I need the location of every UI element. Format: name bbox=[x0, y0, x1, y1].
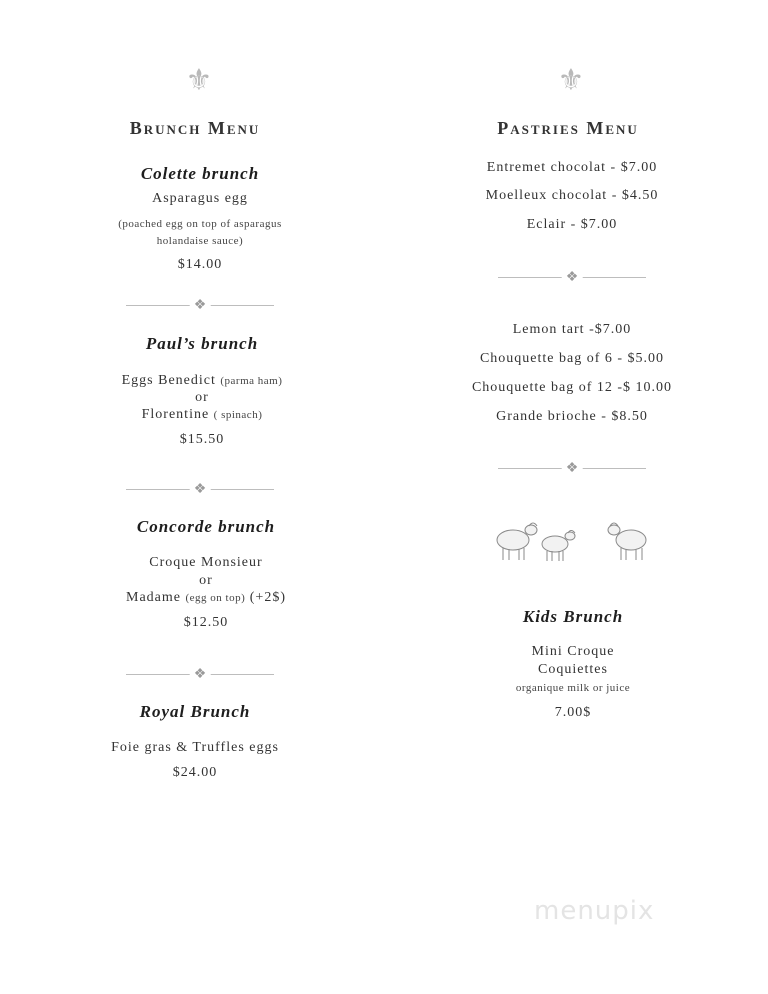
concorde-brunch-title: Concorde brunch bbox=[136, 517, 276, 536]
pastry-item: Eclair - $7.00 bbox=[526, 217, 618, 232]
ornament-icon: ❖ bbox=[190, 296, 211, 314]
madame: Madame bbox=[126, 590, 181, 605]
florentine: Florentine bbox=[141, 407, 210, 422]
pastry-item: Chouquette bag of 6 - $5.00 bbox=[479, 351, 665, 366]
royal-brunch-title: Royal Brunch bbox=[139, 702, 251, 721]
section-divider bbox=[126, 667, 274, 681]
pastry-item: Moelleux chocolat - $4.50 bbox=[485, 188, 659, 203]
royal-brunch-dish: Foie gras & Truffles eggs bbox=[111, 740, 279, 755]
colette-brunch-note-2: holandaise sauce) bbox=[156, 235, 244, 247]
ornament-icon: ❖ bbox=[562, 268, 583, 286]
pauls-brunch-line-3 bbox=[142, 407, 263, 423]
pastries-menu-title: Pastries Menu bbox=[497, 118, 639, 138]
kids-brunch-note: organique milk or juice bbox=[515, 682, 631, 694]
section-divider bbox=[498, 461, 646, 475]
kids-brunch-line-2: Coquiettes bbox=[538, 662, 608, 677]
ornament-icon: ❖ bbox=[562, 459, 583, 477]
florentine-note: ( spinach) bbox=[213, 409, 263, 421]
colette-brunch-title: Colette brunch bbox=[140, 164, 260, 183]
royal-brunch-price: $24.00 bbox=[172, 765, 218, 780]
pauls-brunch-line-1 bbox=[122, 373, 283, 389]
eggs-benedict-note: (parma ham) bbox=[220, 375, 283, 387]
ornament-icon: ❖ bbox=[190, 665, 211, 683]
concorde-brunch-line-3 bbox=[126, 590, 286, 606]
madame-note: (egg on top) bbox=[185, 592, 246, 604]
pastry-item: Grande brioche - $8.50 bbox=[496, 409, 648, 424]
section-divider bbox=[126, 298, 274, 312]
colette-brunch-note-1: (poached egg on top of asparagus bbox=[118, 218, 282, 230]
eggs-benedict: Eggs Benedict bbox=[121, 373, 216, 388]
ornament-icon: ❖ bbox=[190, 480, 211, 498]
concorde-brunch-price: $12.50 bbox=[183, 615, 229, 630]
fleur-de-lis-icon: ⚜ bbox=[185, 63, 213, 98]
pauls-brunch-or: or bbox=[195, 390, 209, 405]
kids-brunch-line-1: Mini Croque bbox=[531, 644, 615, 659]
pauls-brunch-title: Paul’s brunch bbox=[145, 334, 259, 353]
pastry-item: Chouquette bag of 12 -$ 10.00 bbox=[471, 380, 673, 395]
menupix-watermark: menupix bbox=[534, 896, 655, 926]
concorde-brunch-line-1: Croque Monsieur bbox=[149, 555, 263, 570]
madame-surcharge: (+2$) bbox=[249, 590, 286, 605]
fleur-de-lis-icon: ⚜ bbox=[557, 63, 585, 98]
pastry-item: Lemon tart -$7.00 bbox=[512, 322, 632, 337]
pastry-item: Entremet chocolat - $7.00 bbox=[486, 160, 658, 175]
section-divider bbox=[126, 482, 274, 496]
pauls-brunch-price: $15.50 bbox=[179, 432, 225, 447]
colette-brunch-price: $14.00 bbox=[177, 257, 223, 272]
section-divider bbox=[498, 270, 646, 284]
brunch-menu-title: Brunch Menu bbox=[129, 118, 261, 138]
colette-brunch-dish: Asparagus egg bbox=[152, 191, 248, 206]
concorde-brunch-or: or bbox=[199, 573, 213, 588]
kids-brunch-price: 7.00$ bbox=[554, 705, 592, 720]
sheep-illustration-icon bbox=[493, 516, 653, 564]
kids-brunch-title: Kids Brunch bbox=[522, 607, 624, 626]
